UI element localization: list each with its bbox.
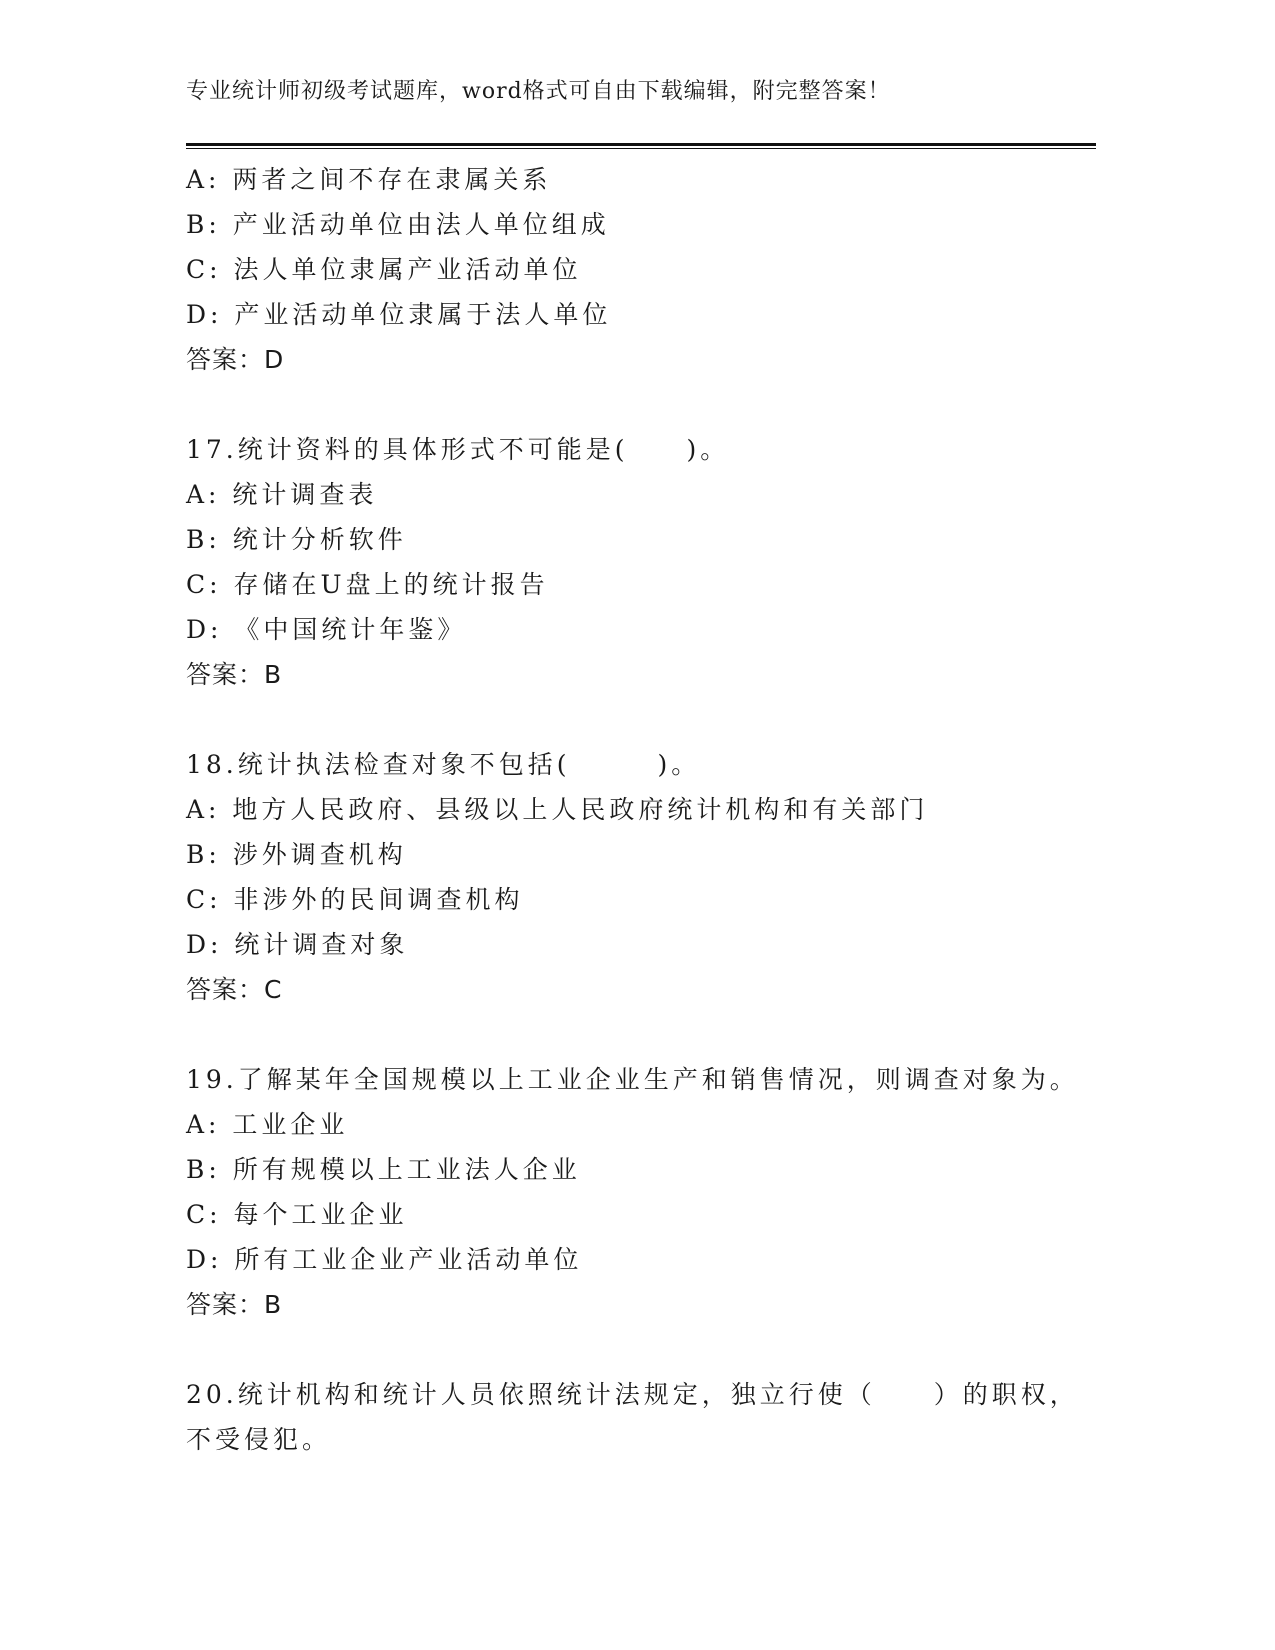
option-a: A: 地方人民政府、县级以上人民政府统计机构和有关部门 — [186, 795, 929, 824]
answer: 答案：D — [186, 345, 285, 374]
answer: 答案：B — [186, 1290, 283, 1319]
option-c: C: 非涉外的民间调查机构 — [186, 885, 524, 914]
question-text: 18.统计执法检查对象不包括( )。 — [186, 750, 701, 779]
option-b: B: 涉外调查机构 — [186, 840, 407, 869]
option-c: C: 存储在U盘上的统计报告 — [186, 570, 549, 599]
question-18 — [186, 742, 1086, 1013]
answer: 答案：B — [186, 660, 283, 689]
header-rule-thick — [186, 143, 1096, 146]
question-text: 17.统计资料的具体形式不可能是( )。 — [186, 435, 730, 464]
option-b: B: 所有规模以上工业法人企业 — [186, 1155, 581, 1184]
option-d: D: 《中国统计年鉴》 — [186, 615, 467, 644]
option-d: D: 统计调查对象 — [186, 930, 409, 959]
spacer — [186, 1013, 1086, 1057]
option-a: A: 统计调查表 — [186, 480, 378, 509]
spacer — [186, 698, 1086, 742]
option-c: C: 法人单位隶属产业活动单位 — [186, 255, 582, 284]
option-b: B: 统计分析软件 — [186, 525, 407, 554]
option-a: A: 两者之间不存在隶属关系 — [186, 165, 552, 194]
question-text-line1: 20.统计机构和统计人员依照统计法规定，独立行使（ ）的职权， — [186, 1380, 1079, 1409]
spacer — [186, 1328, 1086, 1372]
option-a: A: 工业企业 — [186, 1110, 349, 1139]
answer: 答案：C — [186, 975, 283, 1004]
question-19 — [186, 1057, 1086, 1328]
question-text: 19.了解某年全国规模以上工业企业生产和销售情况，则调查对象为。 — [186, 1065, 1079, 1094]
option-c: C: 每个工业企业 — [186, 1200, 408, 1229]
question-text-line2: 不受侵犯。 — [186, 1425, 332, 1454]
question-list — [186, 157, 1086, 1462]
option-d: D: 产业活动单位隶属于法人单位 — [186, 300, 612, 329]
option-b: B: 产业活动单位由法人单位组成 — [186, 210, 610, 239]
question-20 — [186, 1372, 1086, 1462]
question-17 — [186, 427, 1086, 698]
question-16 — [186, 157, 1086, 383]
option-d: D: 所有工业企业产业活动单位 — [186, 1245, 583, 1274]
page-header: 专业统计师初级考试题库，word格式可自由下载编辑，附完整答案！ — [186, 79, 891, 104]
header-rule-thin — [186, 148, 1096, 149]
spacer — [186, 383, 1086, 427]
